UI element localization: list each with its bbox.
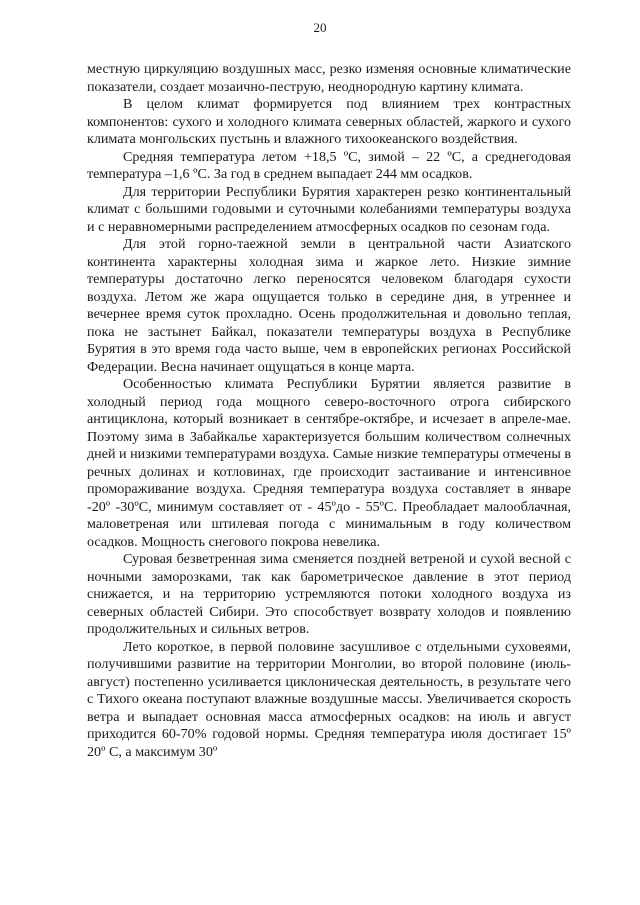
paragraph-1: местную циркуляцию воздушных масс, резко изменяя основные климатические показатели, создает мозаично-пеструю, неоднородную картину климата. [87,61,571,95]
paragraph-2: В целом климат формируется под влиянием трех контрастных компонентов: сухого и холодного климата северных областей, жаркого и сухого климата монгольских пустынь и влажного тихоокеанского воздействия. [87,96,571,147]
paragraph-7: Суровая безветренная зима сменяется поздней ветреной и сухой весной с ночными заморозками, так как барометрическое давление в этот период снижается, и на территорию устремляются потоки холодного воздуха из северных областей Сибири. Это способствует возврату холодов и появлению продолжительных и сильных ветров. [87,551,571,637]
paragraph-5: Для этой горно-таежной земли в центральной части Азиатского континента характерны холодная зима и жаркое лето. Низкие зимние температуры достаточно легко переносятся человеком благодаря сухости воздуха. Летом же жара ощущается только в середине дня, в утреннее и вечернее время суток прохладно. Осень продолжительная и довольно теплая, пока не застынет Байкал, показатели температуры воздуха в Республике Бурятия в это время года часто выше, чем в европейских регионах Российской Федерации. Весна начинает ощущаться в конце марта. [87,236,571,375]
page-number: 20 [313,20,327,35]
paragraph-8: Лето короткое, в первой половине засушливое с отдельными суховеями, получившими развитие на территории Монголии, во второй половине (июль-август) постепенно усиливается циклоническая деятельность, в результате чего с Тихого океана поступают влажные воздушные массы. Увеличивается скорость ветра и выпадает основная масса атмосферных осадков: на июль и август приходится 60-70% годовой нормы. Средняя температура июля достигает 15º 20º С, а максимум 30º [87,638,571,760]
paragraph-3: Средняя температура летом +18,5 ºС, зимой – 22 ºС, а среднегодовая температура –1,6 ºС. За год в среднем выпадает 244 мм осадков. [87,148,571,182]
paragraph-4: Для территории Республики Бурятия характерен резко континентальный климат с большими годовыми и суточными колебаниями температуры воздуха и с неравномерными распределением атмосферных осадков по сезонам года. [87,183,571,235]
paragraph-6: Особенностью климата Республики Бурятии является развитие в холодный период года мощного северо-восточного отрога сибирского антициклона, который возникает в сентябре-октябре, и исчезает в апреле-мае. Поэтому зима в Забайкалье характеризуется большим количеством солнечных дней и низкими температурами воздуха. Самые низкие температуры отмечены в речных долинах и котловинах, где происходит застаивание и интенсивное промораживание воздуха. Средняя температура воздуха составляет в январе -20º -30ºС, минимум составляет от - 45ºдо - 55ºС. Преобладает малооблачная, маловетреная или штилевая погода с минимальным в году количеством осадков. Мощность снегового покрова невелика. [87,376,571,550]
document-body [87,61,571,761]
